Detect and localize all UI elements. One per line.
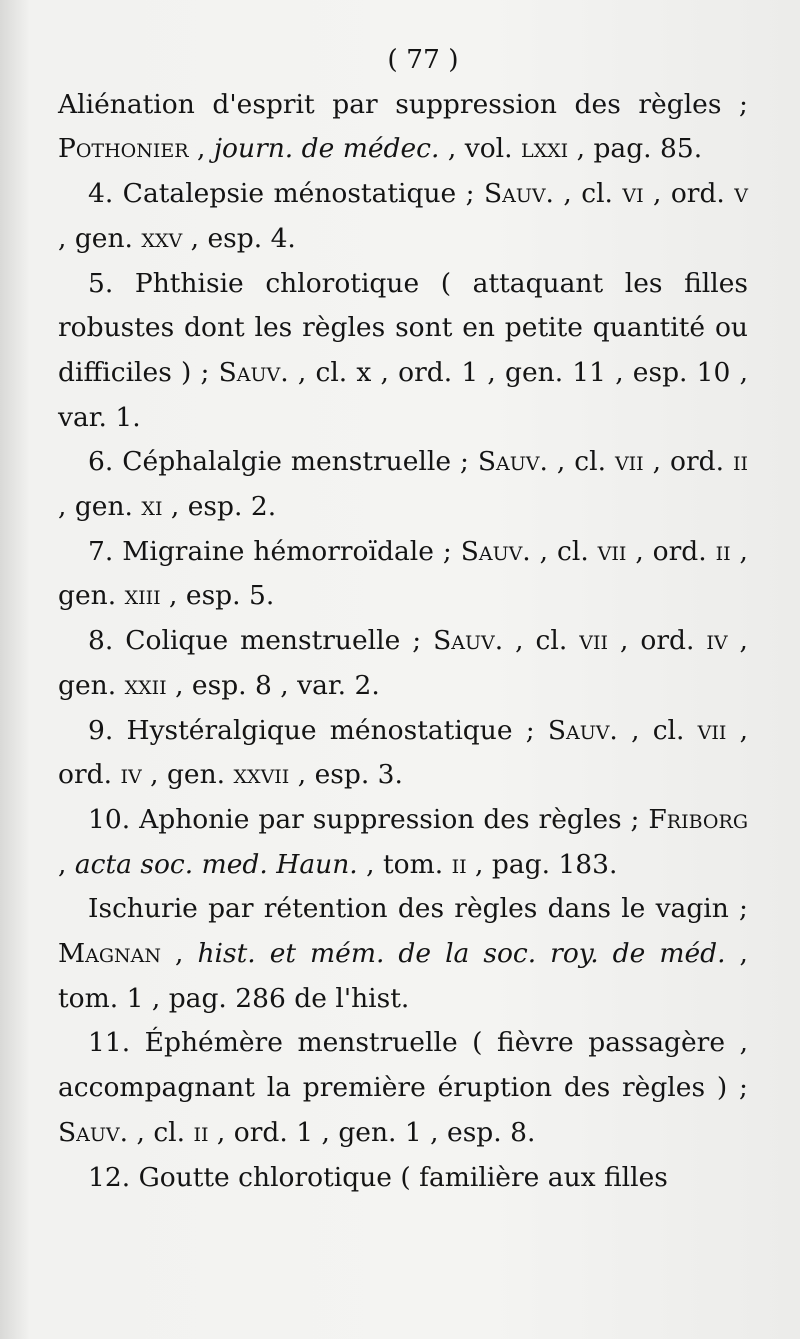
entry-text: , cl. bbox=[530, 535, 598, 567]
volume-numeral: lxxi bbox=[520, 133, 569, 165]
entry-text: , gen. bbox=[58, 491, 142, 523]
genus-numeral: xxv bbox=[141, 222, 183, 254]
entry-text: 5. Phthisie chlorotique ( attaquant les filles robustes dont les règles sont en petite quantité ou difficiles ) ; bbox=[58, 267, 748, 388]
order-numeral: iv bbox=[120, 759, 142, 791]
entry-5 bbox=[58, 262, 748, 441]
entry-text: , tom. bbox=[357, 848, 452, 880]
entry-text: 6. Céphalalgie menstruelle ; bbox=[88, 446, 478, 478]
entry-11 bbox=[58, 1021, 748, 1155]
genus-numeral: xxii bbox=[124, 669, 167, 701]
author-name: Sauv. bbox=[483, 178, 554, 210]
entry-text: Aliénation d'esprit par suppression des règles ; bbox=[58, 88, 748, 120]
author-name: Sauv. bbox=[477, 446, 548, 478]
entry-text: , ord. bbox=[58, 714, 748, 791]
author-name: Sauv. bbox=[218, 356, 289, 388]
order-numeral: v bbox=[734, 178, 748, 210]
order-numeral: ii bbox=[715, 535, 731, 567]
source-title: journ. de médec. bbox=[213, 133, 440, 165]
class-numeral: vi bbox=[622, 178, 644, 210]
class-numeral: vii bbox=[697, 714, 727, 746]
source-title: acta soc. med. Haun. bbox=[74, 848, 358, 880]
entry-text: , ord. bbox=[643, 178, 735, 210]
source-title: hist. et mém. de la soc. roy. de méd. bbox=[197, 938, 726, 970]
genus-numeral: xi bbox=[141, 491, 163, 523]
entry-7 bbox=[58, 530, 748, 619]
author-name: Sauv. bbox=[460, 535, 531, 567]
volume-numeral: ii bbox=[451, 848, 467, 880]
class-numeral: ii bbox=[193, 1116, 209, 1148]
entry-9 bbox=[58, 709, 748, 798]
page-number: ( 77 ) bbox=[387, 44, 459, 75]
entry-text: , pag. 85. bbox=[568, 133, 703, 165]
entry-8 bbox=[58, 619, 748, 708]
entry-text: 11. Éphémère menstruelle ( fièvre passagère , accompagnant la première éruption des règles ) ; bbox=[58, 1027, 748, 1104]
entry-text: , cl. bbox=[554, 178, 623, 210]
entry-10 bbox=[58, 798, 748, 887]
entry-text: , esp. 5. bbox=[160, 580, 275, 612]
entry-text: , cl. bbox=[547, 446, 615, 478]
entry-text: Ischurie par rétention des règles dans le vagin ; bbox=[88, 893, 748, 925]
entry-text: , cl. bbox=[503, 625, 580, 657]
entry-text: , bbox=[188, 133, 214, 165]
entry-text: , gen. bbox=[58, 535, 748, 612]
entry-text: , bbox=[161, 938, 198, 970]
entry-text: , gen. bbox=[58, 222, 142, 254]
entry-text: , esp. 8 , var. 2. bbox=[166, 669, 380, 701]
entry-text: , cl. bbox=[128, 1116, 194, 1148]
order-numeral: ii bbox=[732, 446, 748, 478]
entry-text: , ord. bbox=[608, 625, 707, 657]
author-name: Sauv. bbox=[547, 714, 618, 746]
entry-text: , ord. bbox=[643, 446, 733, 478]
entry-text: , pag. 183. bbox=[466, 848, 618, 880]
genus-numeral: xxvii bbox=[233, 759, 290, 791]
entry-text: 10. Aphonie par suppression des règles ; bbox=[88, 803, 649, 835]
entry-text: 8. Colique menstruelle ; bbox=[88, 625, 434, 657]
author-name: Sauv. bbox=[433, 625, 504, 657]
entry-text: , vol. bbox=[439, 133, 521, 165]
entry-text: , esp. 2. bbox=[162, 491, 277, 523]
entry-4 bbox=[58, 172, 748, 261]
author-name: Sauv. bbox=[58, 1116, 129, 1148]
class-numeral: vii bbox=[614, 446, 644, 478]
entry-alienation bbox=[58, 83, 748, 172]
author-name: Pothonier bbox=[58, 133, 189, 165]
entry-text: , ord. 1 , gen. 1 , esp. 8. bbox=[208, 1116, 536, 1148]
entry-text: , cl. bbox=[617, 714, 698, 746]
author-name: Friborg bbox=[648, 803, 748, 835]
entry-text: , tom. 1 , pag. 286 de l'hist. bbox=[58, 938, 748, 1014]
entry-text: 4. Catalepsie ménostatique ; bbox=[88, 178, 484, 210]
entry-6 bbox=[58, 440, 748, 529]
page-text bbox=[58, 38, 748, 1200]
entry-12 bbox=[58, 1156, 748, 1201]
entry-text: , cl. x , ord. 1 , gen. 11 , esp. 10 , var. 1. bbox=[58, 356, 748, 433]
entry-text: , esp. 3. bbox=[289, 759, 403, 791]
entry-text: , ord. bbox=[626, 535, 716, 567]
author-name: Magnan bbox=[58, 938, 162, 970]
entry-ischurie bbox=[58, 887, 748, 1021]
order-numeral: iv bbox=[706, 625, 728, 657]
entry-text: 12. Goutte chlorotique ( familière aux filles bbox=[88, 1161, 668, 1193]
entry-text: , gen. bbox=[58, 625, 748, 701]
entry-text: , gen. bbox=[141, 759, 234, 791]
class-numeral: vii bbox=[579, 625, 609, 657]
class-numeral: vii bbox=[597, 535, 627, 567]
entry-text: , bbox=[58, 848, 75, 880]
entry-text: 7. Migraine hémorroïdale ; bbox=[88, 535, 461, 567]
entry-text: , esp. 4. bbox=[182, 222, 296, 254]
entry-text: 9. Hystéralgique ménostatique ; bbox=[88, 714, 548, 746]
genus-numeral: xiii bbox=[124, 580, 161, 612]
